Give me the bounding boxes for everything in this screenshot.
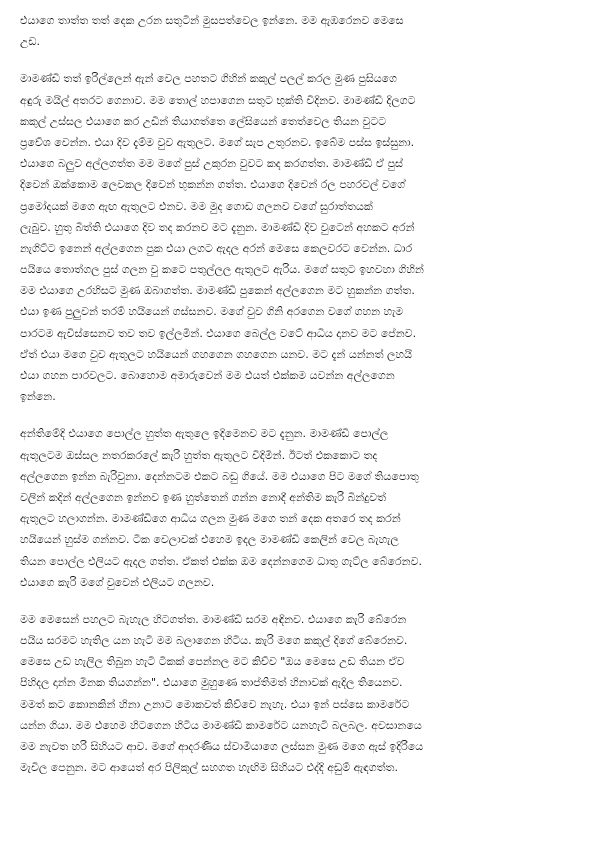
text-line: දිවෙන් ඔක්කොම ලෙවකල දිවෙන් භුකන්න ගත්ත. එයාගෙ දිවෙන් රල පහරවල් වගේ <box>20 178 406 192</box>
paragraph-3 <box>20 423 583 593</box>
text-line: එයාගෙ තාත්ත තත් දෙක උරන සතුටින් මුසපත්වෙල ඉන්නෙ. මම ඇඹරෙනව මෙසෙ <box>20 14 404 27</box>
text-line: තියන පොල්ල එලියට ඇදල ගත්ත. ඒකත් එක්ක ඔම දෙන්නගෙම ධාතු ගැට්ල බේරෙනව. <box>20 554 422 568</box>
text-line: එයා ගහන පාරවලට. බොහොම අමාරුවෙන් මම එයත් එක්කම යවන්න අල්ලගෙන <box>20 369 395 382</box>
text-line: නැගිට්ට ඉනෙන් අල්ලගෙන පුක එයා ලගට ඇදල අරන් මෙසෙ කෙලවරට වෙන්න. ධාර <box>20 241 413 255</box>
text-line: අඳුරු මයිල් අතරට ගෙනාව. මම තොල් හපාගෙන සතුට භුක්ති විදිනව. මාමණ්ඩි දිලගට <box>20 93 416 107</box>
text-line: ඇතුලටම ඔස්සල නතරකරලේ කැරි හුත්ත ඇතුලට විදිමින්. ඊටත් එකකොට තද <box>20 448 378 462</box>
text-line: ඇතුලට හලාගන්න. මාමණ්ඩිගෙ ආධිය ගලන මුණ මගෙ තන් දෙක අතරෙ තද කරන් <box>20 512 401 526</box>
text-line: හයියෙන් හුස්ම ගන්නව. ටික වෙලාවක් එහෙම ඉදල මාමණ්ඩි කෙලින් වෙල බැහැල <box>20 533 399 547</box>
text-line: ඉන්නෙ. <box>20 390 56 404</box>
paragraph-2 <box>20 68 583 407</box>
text-line: මම මෙසෙන් පහලට බැහැල හිටගත්ත. මාමණ්ඩි සරම අඳිනව. එයාගෙ කැරි බේරෙන <box>20 612 407 626</box>
text-line: මම එයාගෙ උරහිසට මුණ ඔබාගත්ත. මාමණ්ඩි පුකෙන් අල්ලගෙන මට හුකන්න ගත්ත. <box>20 284 415 298</box>
text-line: මාමණ්ඩි තත් ඉරිල්ලෙන් ඇන් වෙල පහතට ගිහින් කකුල් පලල් කරල මුණ පුසියගෙ <box>20 72 398 86</box>
text-line: එයා ඉණ පුලුවන් තරම් හයියෙන් ගස්සනව. මගේ වුව ගිනි අරගෙන වගේ ගහන හැම <box>20 305 404 319</box>
text-line: වලින් කදින් අල්ලගෙන ඉන්නව ඉණ හුත්තෙන් ගන්න නොදී අන්තිම කැරි බින්දුවත් <box>20 490 387 504</box>
text-line: කකුල් උස්සල එයාගෙ කර උඩින් තියාගත්තෙ ලේසියෙන් තෙත්වෙල තියන වුටට <box>20 114 387 128</box>
paragraph-1 <box>20 10 583 52</box>
text-line: පයියෙ තොත්ගල පුස් ගලන වු කටෙ පතුල්ලල ඇතුලට ඇරිය. මගේ සතුට ඉහවහා ගිහින් <box>20 263 424 277</box>
text-line: උඩ. <box>20 35 41 49</box>
text-line: ඒත් එයා මගෙ වුව ඇතුලට හයියෙන් ගහගෙන ගහගෙන යනව. මට දැන් යන්නත් ලහයි <box>20 347 412 361</box>
text-line: මෙසෙ උඩ හැලිල තිබුන හැටි ටිකක් පෙන්නල මට කිව්ව "ඔය මෙසෙ උඩ තියන ඒව <box>20 655 405 669</box>
text-line: එයාගෙ කැරි මගේ වුවෙන් එලියට ගලනව. <box>20 575 215 589</box>
text-line: ප්‍රවේශ වෙන්න. එයා දිව දැම්ම වුව ඇතුලට. මගේ සැප උතුරනව. ඉබේම පස්ස ඉස්සුනා. <box>20 135 415 149</box>
text-line: පයිය සරමට හැතිල යන හැටි මම බලාගෙන හිටිය. කැරි මගෙ කකුල් දිගේ බේරෙනව. <box>20 634 408 648</box>
text-line: පාරටම ඇවිස්සෙනව තව තව ඉල්ලමින්. එයාගෙ බෙල්ල වටේ ආධිය දානව මට පේනව. <box>20 326 417 340</box>
text-line: මමත් කට කොනකින් හිනා උනාට මොකවත් කිව්වෙ නැහැ. එයා ඉන් පස්සෙ කාමරේට <box>20 697 410 711</box>
text-line: ලැබුව. හුතු බිත්ති එයාගෙ දිව තද කරනව මට දැනුන. මාමණ්ඩි දිව වුටෙන් අහකට අරන් <box>20 220 415 234</box>
text-line: මැවිල පෙනුන. මට ආයෙත් අර පිලිකුල් සහගත හැඟිම සිහියට එද්දි අඩුම් ඇඳගත්ත. <box>20 761 398 775</box>
text-line: ප්‍රමෝදයක් මගෙ ඇඟ ඇතුලට එනව. මම මුද ගොඩ ගලනව වගේ සුරාත්තයක් <box>20 199 373 213</box>
text-line: අන්තිමේදි එයාගෙ පොල්ල හුත්ත ඇතුලෙ ඉදිමෙනව මට දැනුන. මාමණ්ඩි පොල්ල <box>20 427 389 441</box>
text-line: අල්ලගෙන ඉන්න බැරිවුනා. දෙන්නටම එකට බඩු ගියේ. මම එයාගෙ පිට මගේ තියපොතු <box>20 469 419 483</box>
text-line: එයාගෙ බලුව අල්ලගත්ත මම මගේ පුස් උකුරන වුවට කද කරගත්ත. මාමණ්ඩි ඒ පුස් <box>20 157 403 171</box>
text-line: පිහිදල දාන්න මිනක තියගන්න". එයාගෙ මුහුණෙ තාප්තිමත් හිනාවක් ඇදිල තියෙනව. <box>20 676 403 690</box>
paragraph-4 <box>20 609 583 779</box>
text-line: යන්න ගියා. මම එහෙම හිටගෙන හිටිය මාමණ්ඩි කාමරේට යනහැටි බලබල. අවසානයෙ <box>20 718 422 732</box>
text-line: මම නැවත හරි සිහියට ආව. මගේ ආදරණිය ස්වාමියාගෙ ලස්සන මුණ මගෙ ඇස් ඉදිරියෙ <box>20 740 424 753</box>
